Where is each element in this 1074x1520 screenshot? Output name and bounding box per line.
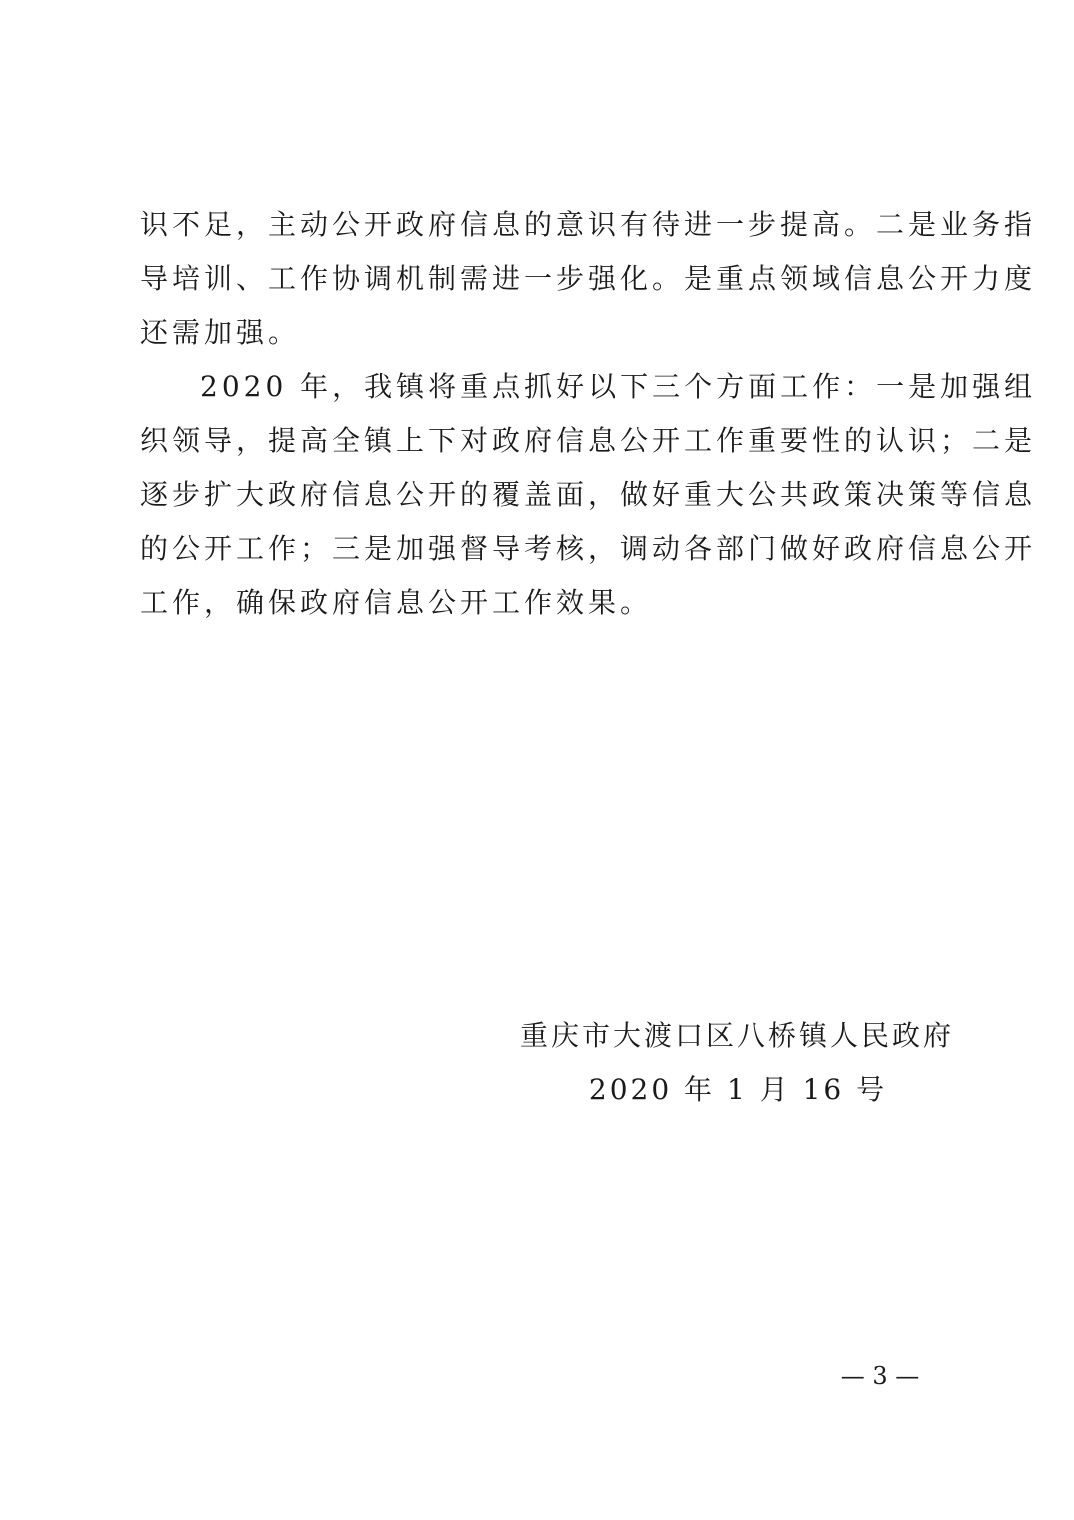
paragraph-1-line-1: 识不足，主动公开政府信息的意识有待进一步提高。二是业务指 xyxy=(140,208,1037,241)
page-number: — 3 — xyxy=(840,1362,920,1390)
paragraph-1-line-2: 导培训、工作协调机制需进一步强化。是重点领域信息公开力度 xyxy=(140,262,1037,295)
paragraph-1-line-3: 还需加强。 xyxy=(140,316,301,349)
paragraph-2-line-4: 的公开工作；三是加强督导考核，调动各部门做好政府信息公开 xyxy=(140,532,1037,565)
paragraph-2-line-1: 2020 年，我镇将重点抓好以下三个方面工作：一是加强组 xyxy=(200,370,1037,403)
signature-organization: 重庆市大渡口区八桥镇人民政府 xyxy=(520,1019,955,1052)
paragraph-2-line-5: 工作，确保政府信息公开工作效果。 xyxy=(140,586,653,619)
signature-date: 2020 年 1 月 16 号 xyxy=(588,1073,888,1106)
paragraph-2-line-3: 逐步扩大政府信息公开的覆盖面，做好重大公共政策决策等信息 xyxy=(140,478,1037,511)
paragraph-2-line-2: 织领导，提高全镇上下对政府信息公开工作重要性的认识；二是 xyxy=(140,424,1037,457)
document-body xyxy=(140,198,1037,630)
